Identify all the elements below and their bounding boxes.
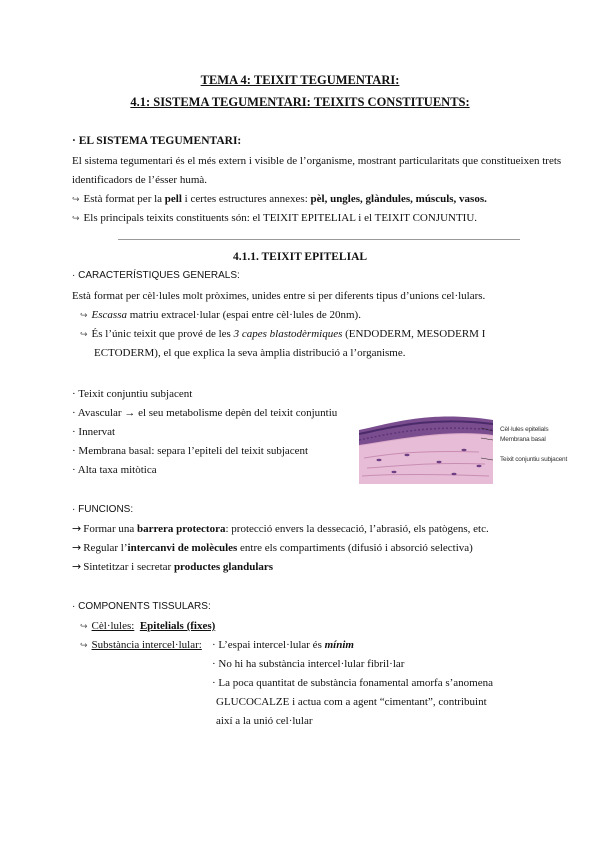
substance-item-continuation: així a la unió cel·lular xyxy=(216,715,313,727)
characteristics-heading: · CARACTERÍSTIQUES GENERALS: xyxy=(72,270,240,281)
substance-item: · No hi ha substància intercel·lular fibril·lar xyxy=(212,658,405,670)
doc-subtitle: 4.1: SISTEMA TEGUMENTARI: TEIXITS CONSTITUENTS: xyxy=(130,95,470,109)
figure-label-cells: Cèl·lules epitelials xyxy=(500,426,549,433)
bullet-line: ↪ Està format per la pell i certes estructures annexes: pèl, ungles, glàndules, músculs, vasos. xyxy=(72,193,487,205)
divider xyxy=(118,239,520,240)
bullet-line: ↪ Els principals teixits constituents són: el TEIXIT EPITELIAL i el TEIXIT CONJUNTIU. xyxy=(72,212,478,224)
doc-title: TEMA 4: TEIXIT TEGUMENTARI: xyxy=(200,73,400,87)
functions-heading: · FUNCIONS: xyxy=(72,504,134,515)
function-item: → Regular l’intercanvi de molècules entre els compartiments (difusió i absorció selectiva) xyxy=(72,541,473,554)
bullet-continuation: ECTODERM), el que explica la seva àmplia distribució a l’organisme. xyxy=(94,347,406,359)
curved-arrow-icon: ↪ xyxy=(72,214,80,224)
section-heading-sistema: · EL SISTEMA TEGUMENTARI: xyxy=(72,135,242,147)
curved-arrow-icon: ↪ xyxy=(80,622,88,632)
curved-arrow-icon: ↪ xyxy=(72,195,80,205)
list-item: · Alta taxa mitòtica xyxy=(72,464,157,476)
component-cells: ↪ Cèl·lules: Epitelials (fixes) xyxy=(80,620,216,632)
curved-arrow-icon: ↪ xyxy=(80,311,88,321)
paragraph-line: identificadors de l’ésser humà. xyxy=(72,174,208,186)
right-arrow-icon: → xyxy=(72,522,82,535)
substance-item: · La poca quantitat de substància fonamental amorfa s’anomena xyxy=(212,677,493,689)
paragraph-line: El sistema tegumentari és el més extern i visible de l’organisme, mostrant particularitats que constitueixen trets xyxy=(72,155,562,167)
component-substance: ↪ Substància intercel·lular: xyxy=(80,639,202,651)
bullet-line: ↪ És l’únic teixit que prové de les 3 capes blastodèrmiques (ENDODERM, MESODERM I xyxy=(80,328,486,340)
paragraph-line: Està format per cèl·lules molt pròximes, unides entre si per diferents tipus d’unions cel·lulars. xyxy=(72,290,486,302)
list-item: · Membrana basal: separa l’epiteli del teixit subjacent xyxy=(72,445,309,457)
list-item: · Innervat xyxy=(72,426,116,438)
curved-arrow-icon: ↪ xyxy=(80,641,88,651)
curved-arrow-icon: ↪ xyxy=(80,330,88,340)
function-item: → Formar una barrera protectora: protecció envers la dessecació, l’abrasió, els patògens, etc. xyxy=(72,522,489,535)
substance-item: · L’espai intercel·lular és mínim xyxy=(212,639,354,651)
list-item: · Avascular → el seu metabolisme depèn del teixit conjuntiu xyxy=(72,407,338,419)
components-heading: · COMPONENTS TISSULARS: xyxy=(72,601,211,612)
right-arrow-icon: → xyxy=(72,541,82,554)
right-arrow-icon: → xyxy=(72,560,82,573)
figure-label-membrane: Membrana basal xyxy=(500,436,546,443)
substance-item-continuation: GLUCOCALZE i actua com a agent “cimentant”, contribuint xyxy=(216,696,487,708)
epithelium-micrograph xyxy=(359,400,493,484)
subsection-heading: 4.1.1. TEIXIT EPITELIAL xyxy=(232,251,368,263)
list-item: · Teixit conjuntiu subjacent xyxy=(72,388,193,400)
figure-label-connective: Teixit conjuntiu subjacent xyxy=(500,456,568,463)
function-item: → Sintetitzar i secretar productes glandulars xyxy=(72,560,274,573)
bullet-line: ↪ Escassa matriu extracel·lular (espai entre cèl·lules de 20nm). xyxy=(80,309,361,321)
